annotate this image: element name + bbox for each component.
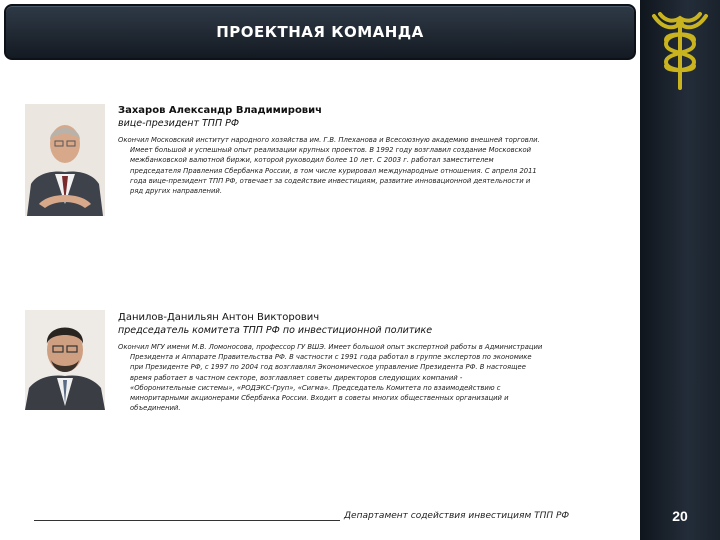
bio-line: ряд других направлений. [130,186,222,195]
bio-line: межбанковской валютной биржи, которой руководил более 10 лет. С 2003 г. работал заместителем [130,156,494,165]
footer-department: Департамент содействия инвестициям ТПП РФ [344,511,570,521]
title-bar [4,4,636,60]
bio-line: «Оборонительные системы», «РОДЭКС-Груп», «Сигма». Председатель Комитета по взаимодействию с [130,383,501,392]
person-zakharov [118,105,638,196]
bio-line: при Президенте РФ, с 1997 по 2004 год возглавлял Экономическое управление Президента РФ. В настоящее [130,363,526,372]
bio-line: года вице-президент ТПП РФ, отвечает за содействие инвестициям, развитие инновационной деятельности и [130,176,531,185]
bio-line: Окончил МГУ имени М.В. Ломоносова, профессор ГУ ВШЭ. Имеет большой опыт экспертной работы в Администрации [118,343,543,351]
footer-divider [34,520,340,521]
person-name: Захаров Александр Владимирович [118,105,323,116]
portrait-photo-zakharov [25,104,105,216]
person-danilov-danilyan [118,312,638,413]
bio-line: Окончил Московский институт народного хозяйства им. Г.В. Плеханова и Всесоюзную академию внешней торговли. [118,136,540,144]
person-bio [118,342,638,413]
bio-line: Имеет большой и успешный опыт реализации крупных проектов. В 1992 году возглавил создание Московской [130,146,532,155]
person-bio [118,135,638,196]
bio-line: миноритарными акционерами Сбербанка России. Входит в советы многих общественных организаций и [130,393,509,402]
page-title: ПРОЕКТНАЯ КОМАНДА [216,23,424,41]
caduceus-emblem-icon [650,10,710,92]
bio-line: Президента и Аппарате Правительства РФ. В частности с 1991 года работал в группе экспертов по экономике [130,353,532,362]
side-panel [640,0,720,540]
bio-line: председателя Правления Сбербанка России, в том числе курировал международные отношения. С апреля 2011 [130,166,537,175]
portrait-photo-danilov-danilyan [25,310,105,410]
person-name: Данилов-Данильян Антон Викторович [118,312,320,323]
bio-line: объединений. [130,404,181,413]
person-role: председатель комитета ТПП РФ по инвестиционной политике [118,325,433,336]
person-role: вице-президент ТПП РФ [118,118,240,129]
page-number: 20 [672,508,688,524]
bio-line: время работает в частном секторе, возглавляет советы директоров следующих компаний - [130,373,463,382]
